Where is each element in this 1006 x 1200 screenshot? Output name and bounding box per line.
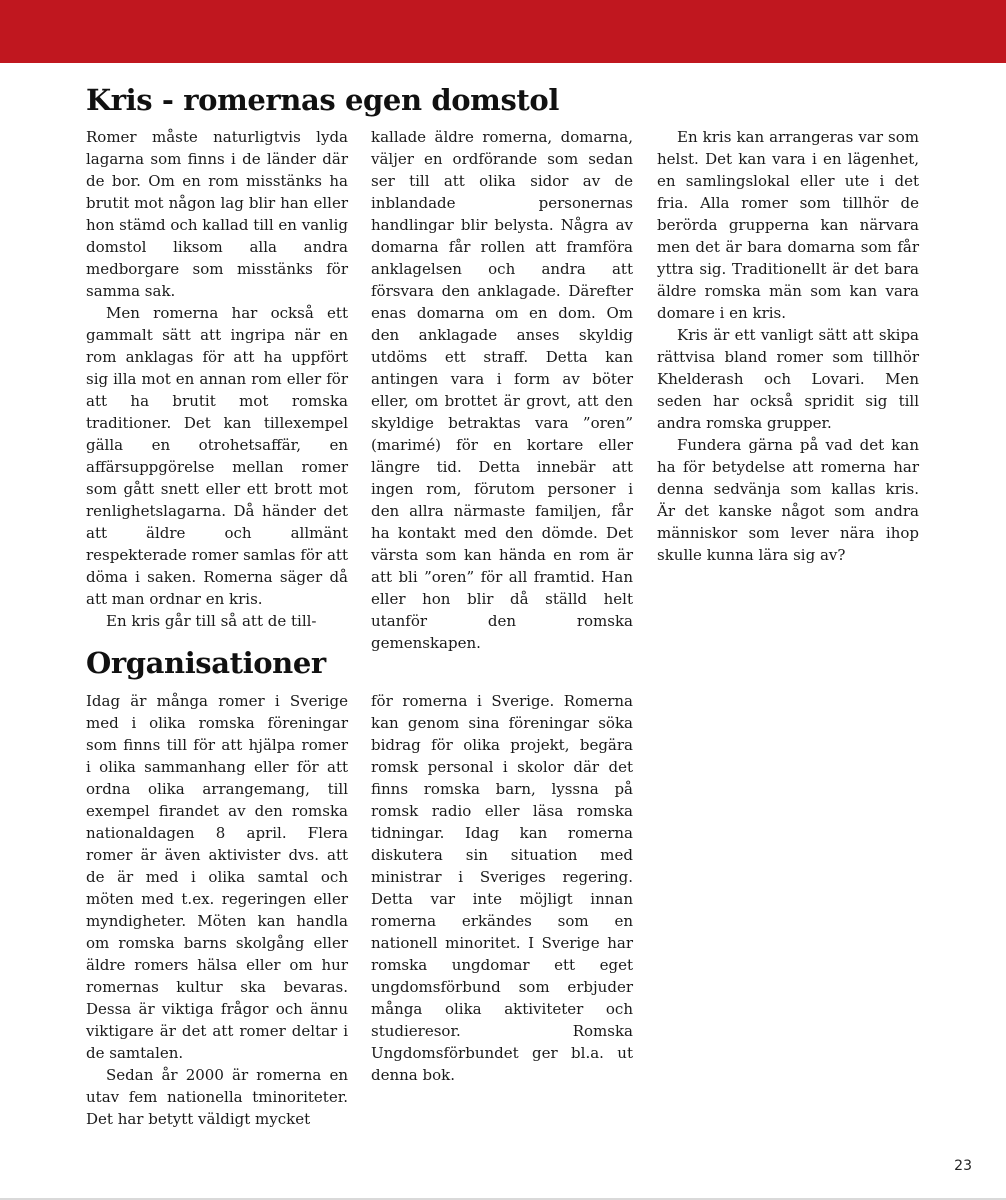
paragraph: Fundera gärna på vad det kan ha för betydelse att romerna har denna sedvänja som kallas kris. Är det kanske något som andra människor som lever nära ihop skulle kunna lära sig av?	[657, 436, 919, 564]
org-column-1	[86, 690, 348, 1130]
paragraph: Romer måste naturligtvis lyda lagarna som finns i de länder där de bor. Om en rom misstänks ha brutit mot någon lag blir han eller hon stämd och kallad till en vanlig domstol liksom alla andra medborgare som misstänks för samma sak.	[86, 128, 348, 300]
section-title-organisationer: Organisationer	[86, 646, 326, 680]
paragraph: kallade äldre romerna, domarna, väljer en ordförande som sedan ser till att olika sidor av de inblandade personernas handlingar blir belysta. Några av domarna får rollen att framföra anklagelsen och andra att försvara den anklagade. Därefter enas domarna om en dom. Om den anklagade anses skyldig utdöms ett straff. Detta kan antingen vara i form av böter eller, om brottet är grovt, att den skyldige betraktas vara ”oren” (marimé) för en kortare eller längre tid. Detta innebär att ingen rom, förutom personer i den allra närmaste familjen, får ha kontakt med den dömde. Det värsta som kan hända en rom är att bli ”oren” för all framtid. Han eller hon blir då ställd helt utanför den romska gemenskapen.	[371, 128, 633, 652]
header-band	[0, 0, 1006, 63]
paragraph: Idag är många romer i Sverige med i olika romska föreningar som finns till för att hjälpa romer i olika sammanhang eller för att ordna olika arrangemang, till exempel firandet av den romska nationaldagen 8 april. Flera romer är även aktivister dvs. att de är med i olika samtal och möten med t.ex. regeringen eller myndigheter. Möten kan handla om romska barns skolgång eller äldre romers hälsa eller om hur romernas kultur ska bevaras. Dessa är viktiga frågor och ännu viktigare är det att romer deltar i de samtalen.	[86, 692, 348, 1062]
kris-column-3	[657, 126, 919, 566]
kris-column-2	[371, 126, 633, 654]
page-number: 23	[954, 1158, 972, 1174]
paragraph: Kris är ett vanligt sätt att skipa rättvisa bland romer som tillhör Khelderash och Lovari. Men seden har också spridit sig till andra romska grupper.	[657, 326, 919, 432]
paragraph: En kris kan arrangeras var som helst. Det kan vara i en lägenhet, en samlingslokal eller ute i det fria. Alla romer som tillhör de berörda grupperna kan närvara men det är bara domarna som får yttra sig. Traditionellt är det bara äldre romska män som kan vara domare i en kris.	[657, 128, 919, 322]
paragraph: Men romerna har också ett gammalt sätt att ingripa när en rom anklagas för att ha uppfört sig illa mot en annan rom eller för att ha brutit mot romska traditioner. Det kan tillexempel gälla en otrohetsaffär, en affärsuppgörelse mellan romer som gått snett eller ett brott mot renlighetslagarna. Då händer det att äldre och allmänt respekterade romer samlas för att döma i saken. Romerna säger då att man ordnar en kris.	[86, 304, 348, 608]
org-column-2	[371, 690, 633, 1086]
paragraph: En kris går till så att de till-	[106, 612, 317, 630]
paragraph: Sedan år 2000 är romerna en utav fem nationella tminoriteter. Det har betytt väldigt mycket	[86, 1066, 348, 1128]
section-title-kris: Kris - romernas egen domstol	[86, 83, 559, 117]
paragraph: för romerna i Sverige. Romerna kan genom sina föreningar söka bidrag för olika projekt, begära romsk personal i skolor där det finns romska barn, lyssna på romsk radio eller läsa romska tidningar. Idag kan romerna diskutera sin situation med ministrar i Sveriges regering. Detta var inte möjligt innan romerna erkändes som en nationell minoritet. I Sverige har romska ungdomar ett eget ungdomsförbund som erbjuder många olika aktiviteter och studieresor. Romska Ungdomsförbundet ger bl.a. ut denna bok.	[371, 692, 633, 1084]
kris-column-1	[86, 126, 348, 632]
